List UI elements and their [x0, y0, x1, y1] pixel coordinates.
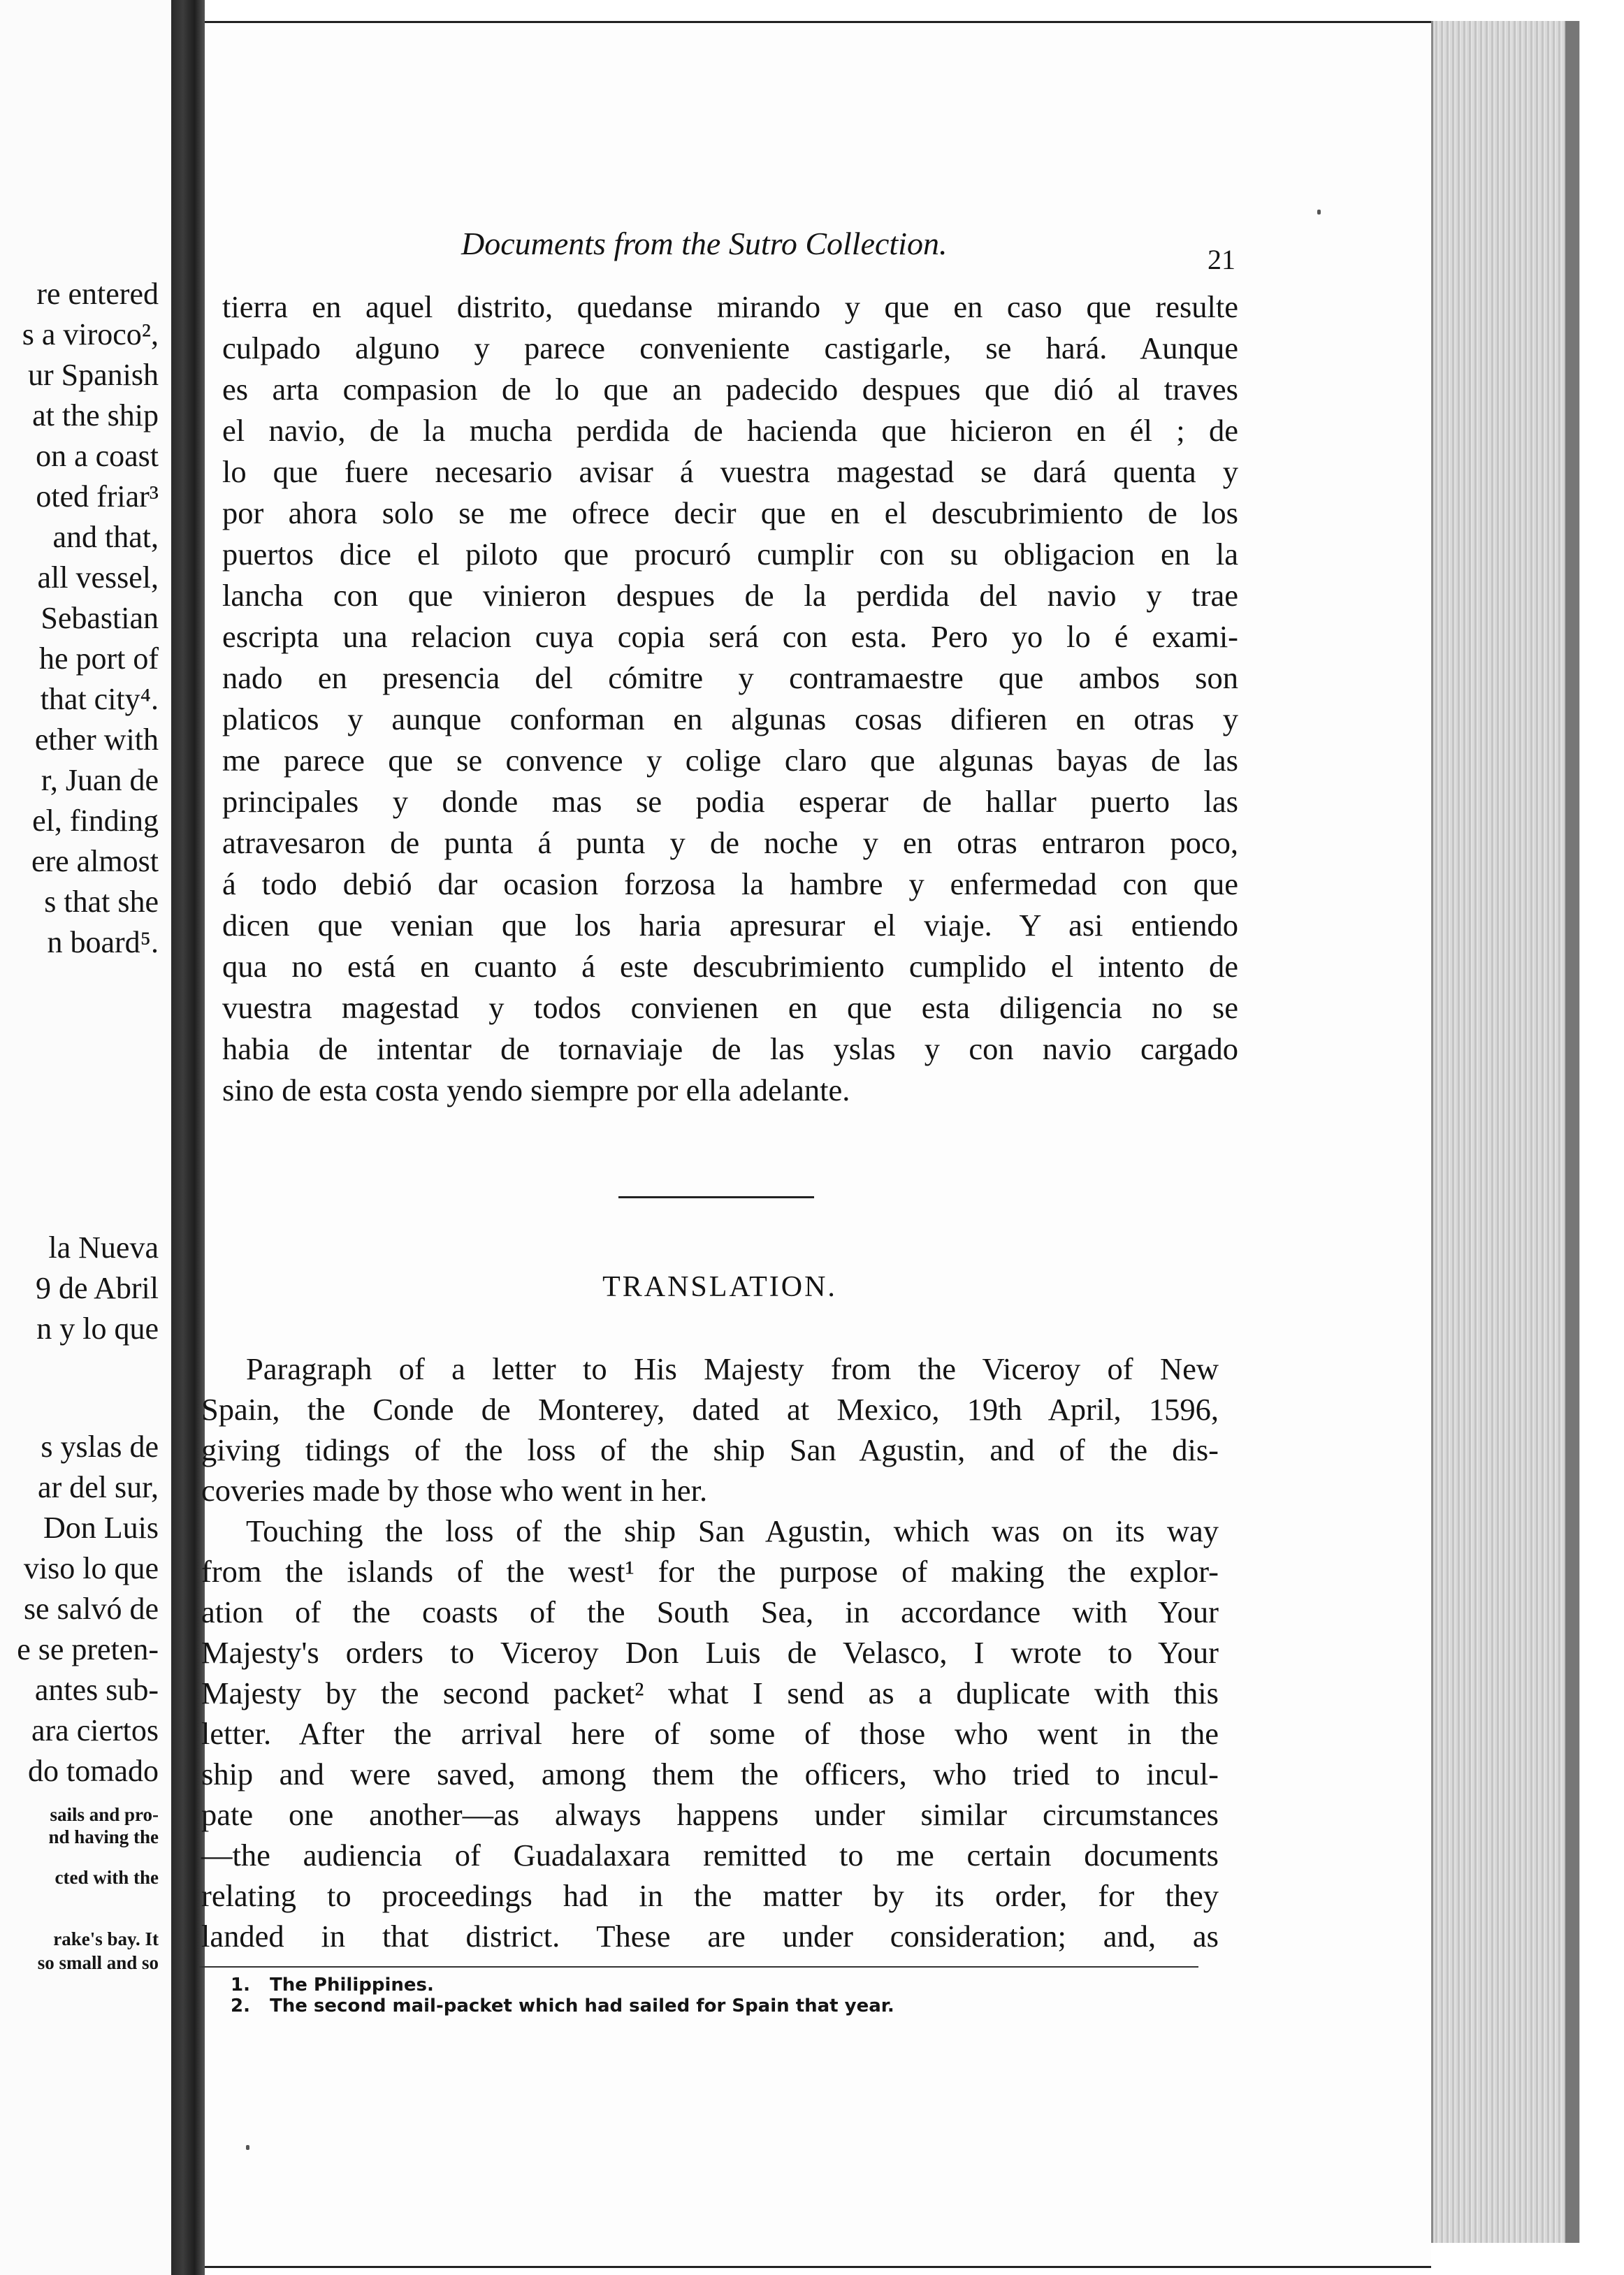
left-page-line: that city⁴. [40, 682, 159, 716]
text-line: ation of the coasts of the South Sea, in accordance with Your [201, 1594, 1219, 1629]
text-line: por ahora solo se me ofrece decir que en el descubrimiento de los [222, 495, 1238, 530]
left-page-line: 9 de Abril [36, 1271, 159, 1305]
text-line: atravesaron de punta á punta y de noche y en otras entraron poco, [222, 825, 1238, 860]
text-line: giving tidings of the loss of the ship San Agustin, and of the dis- [201, 1432, 1219, 1467]
text-line: qua no está en cuanto á este descubrimiento cumplido el intento de [222, 949, 1238, 984]
text-line: from the islands of the west¹ for the purpose of making the explor- [201, 1554, 1219, 1589]
book-gutter [171, 0, 205, 2275]
running-head: Documents from the Sutro Collection. [461, 226, 948, 261]
footnote-text: The Philippines. [270, 1975, 434, 1996]
text-line: sino de esta costa yendo siempre por ella adelante. [222, 1073, 850, 1107]
section-title: TRANSLATION. [602, 1271, 837, 1303]
text-line: Touching the loss of the ship San Agustin, which was on its way [246, 1513, 1219, 1548]
left-page-line: se salvó de [23, 1592, 159, 1626]
left-page-line: s yslas de [41, 1430, 159, 1464]
left-page-footnote-line: so small and so [37, 1952, 159, 1973]
left-page-footnote-line: sails and pro- [50, 1804, 159, 1825]
footnote-number: 2. [231, 1996, 250, 2016]
spanish-paragraph [222, 286, 1238, 1111]
text-line: lancha con que vinieron despues de la perdida del navio y trae [222, 578, 1238, 613]
footnote-text: The second mail-packet which had sailed for Spain that year. [270, 1996, 894, 2016]
left-page-line: r, Juan de [41, 763, 159, 797]
left-page-line: do tomado [28, 1754, 159, 1788]
left-page-line: e se preten- [17, 1632, 159, 1666]
translation-paragraphs [201, 1349, 1219, 1956]
text-line: letter. After the arrival here of some of those who went in the [201, 1716, 1219, 1751]
left-page-footnote-line: nd having the [48, 1826, 159, 1847]
page-edge-shadow [1565, 21, 1579, 2243]
left-page-line: n y lo que [36, 1311, 159, 1346]
left-page-line: ere almost [31, 844, 159, 878]
left-page-line: all vessel, [37, 560, 159, 595]
page-number: 21 [1208, 244, 1235, 275]
text-line: nado en presencia del cómitre y contramaestre que ambos son [222, 660, 1238, 695]
left-page-line: ur Spanish [28, 358, 159, 392]
left-page-line: ara ciertos [31, 1713, 159, 1747]
scan-speck [246, 2145, 249, 2150]
footnote-number: 1. [231, 1975, 250, 1996]
left-page-line: s a viroco², [22, 317, 159, 351]
left-page-footnote-line: rake's bay. It [53, 1928, 159, 1949]
text-line: vuestra magestad y todos convienen en que esta diligencia no se [222, 990, 1238, 1025]
text-line: á todo debió dar ocasion forzosa la hambre y enfermedad con que [222, 866, 1238, 901]
text-line: habia de intentar de tornaviaje de las yslas y con navio cargado [222, 1031, 1238, 1066]
text-line: landed in that district. These are under consideration; and, as [201, 1919, 1219, 1954]
text-line: tierra en aquel distrito, quedanse mirando y que en caso que resulte [222, 289, 1238, 324]
text-line: es arta compasion de lo que an padecido despues que dió al traves [222, 372, 1238, 407]
text-line: culpado alguno y parece conveniente castigarle, se hará. Aunque [222, 330, 1238, 365]
left-page-line: ar del sur, [38, 1470, 159, 1504]
section-divider [618, 1196, 814, 1198]
left-page-line: antes sub- [34, 1673, 159, 1707]
left-page-line: n board⁵. [47, 925, 159, 959]
left-page-line: oted friar³ [36, 479, 159, 514]
text-line: platicos y aunque conforman en algunas cosas difieren en otras y [222, 702, 1238, 736]
left-page-line: Don Luis [43, 1511, 159, 1545]
footnotes [231, 1975, 1209, 2016]
footnote-rule [198, 1966, 1198, 1968]
text-line: dicen que venian que los haria apresurar el viaje. Y asi entiendo [222, 908, 1238, 943]
left-page-line: re entered [36, 277, 159, 311]
text-line: Majesty's orders to Viceroy Don Luis de Velasco, I wrote to Your [201, 1635, 1219, 1670]
text-line: puertos dice el piloto que procuró cumplir con su obligacion en la [222, 537, 1238, 572]
text-line: principales y donde mas se podia esperar de hallar puerto las [222, 784, 1238, 819]
text-line: ship and were saved, among them the officers, who tried to incul- [201, 1757, 1219, 1791]
left-page-line: and that, [52, 520, 159, 554]
text-line: relating to proceedings had in the matter by its order, for they [201, 1878, 1219, 1913]
footnote [231, 1975, 1209, 1996]
text-line: Spain, the Conde de Monterey, dated at Mexico, 19th April, 1596, [201, 1392, 1219, 1427]
text-line: lo que fuere necesario avisar á vuestra magestad se dará quenta y [222, 454, 1238, 489]
left-page-line: at the ship [32, 398, 159, 433]
page-edge [1431, 21, 1580, 2243]
text-line: me parece que se convence y colige claro que algunas bayas de las [222, 743, 1238, 778]
text-line: coveries made by those who went in her. [201, 1473, 708, 1508]
text-line: el navio, de la mucha perdida de hacienda que hicieron en él ; de [222, 413, 1238, 448]
text-line: pate one another—as always happens under similar circumstances [201, 1797, 1219, 1832]
scan-speck [1317, 210, 1321, 215]
left-page-line: he port of [38, 641, 159, 676]
left-page-fragment [0, 0, 171, 2275]
left-page-line: la Nueva [48, 1230, 159, 1265]
footnote [231, 1996, 1209, 2016]
left-page-footnote-line: cted with the [55, 1867, 159, 1888]
text-line: escripta una relacion cuya copia será con esta. Pero yo lo é exami- [222, 619, 1238, 654]
text-line: Paragraph of a letter to His Majesty from the Viceroy of New [246, 1351, 1219, 1386]
left-page-line: viso lo que [23, 1551, 159, 1585]
text-line: —the audiencia of Guadalaxara remitted to me certain documents [201, 1838, 1219, 1873]
left-page-line: on a coast [36, 439, 159, 473]
left-page-line: ether with [34, 722, 159, 757]
text-line: Majesty by the second packet² what I send as a duplicate with this [201, 1676, 1219, 1710]
left-page-line: el, finding [32, 804, 159, 838]
left-page-line: Sebastian [41, 601, 159, 635]
left-page-line: s that she [44, 885, 159, 919]
